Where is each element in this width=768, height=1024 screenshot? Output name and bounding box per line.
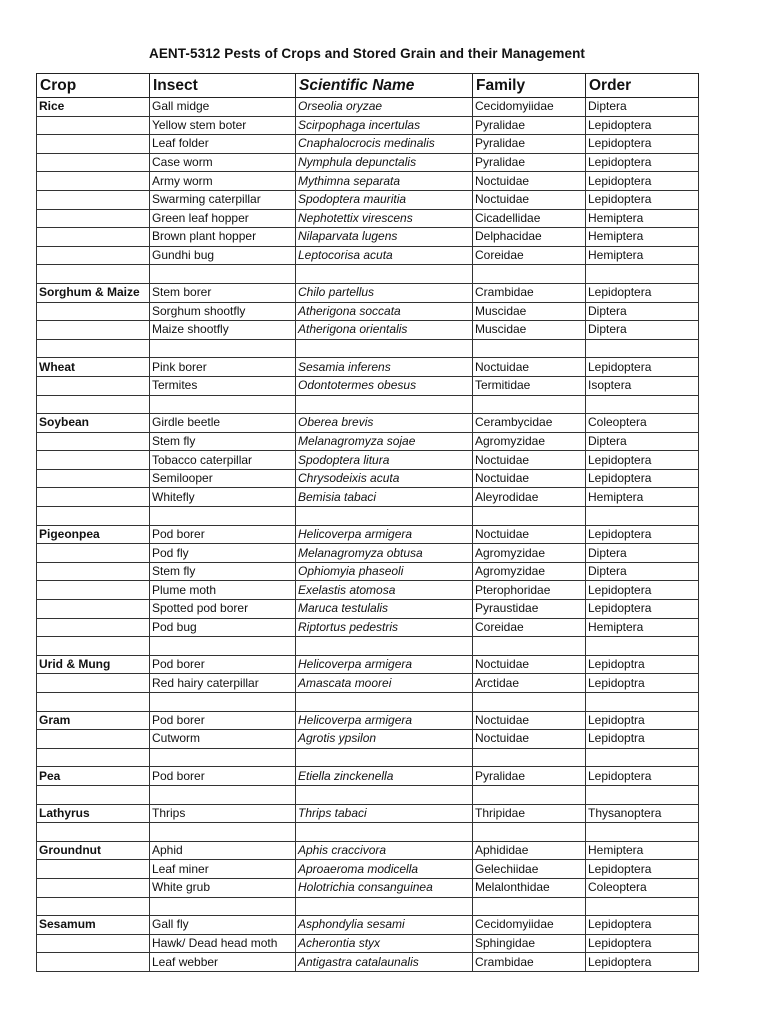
family-cell: Muscidae [473, 321, 586, 340]
document-title: AENT-5312 Pests of Crops and Stored Grain and their Management [148, 46, 586, 61]
scientific-name-cell [296, 395, 473, 414]
family-cell [473, 785, 586, 804]
family-cell: Pyralidae [473, 116, 586, 135]
order-cell [586, 748, 699, 767]
table-row [37, 841, 699, 860]
table-row [37, 637, 699, 656]
crop-cell [37, 618, 150, 637]
table-row [37, 953, 699, 972]
order-cell: Lepidoptera [586, 283, 699, 302]
crop-cell: Urid & Mung [37, 655, 150, 674]
scientific-name-cell: Atherigona orientalis [296, 321, 473, 340]
scientific-name-cell: Nilaparvata lugens [296, 228, 473, 247]
insect-cell [150, 637, 296, 656]
family-cell [473, 637, 586, 656]
insect-cell: Pod borer [150, 655, 296, 674]
order-cell: Lepidoptera [586, 767, 699, 786]
table-row [37, 358, 699, 377]
order-cell: Lepidoptera [586, 358, 699, 377]
family-cell: Pyraustidae [473, 600, 586, 619]
crop-cell: Groundnut [37, 841, 150, 860]
scientific-name-cell: Helicoverpa armigera [296, 655, 473, 674]
table-row [37, 190, 699, 209]
crop-cell [37, 581, 150, 600]
table-row [37, 339, 699, 358]
order-cell: Lepidoptera [586, 916, 699, 935]
family-cell: Aleyrodidae [473, 488, 586, 507]
family-cell [473, 395, 586, 414]
crop-cell [37, 265, 150, 284]
table-row [37, 246, 699, 265]
order-cell: Diptera [586, 98, 699, 117]
insect-cell: Case worm [150, 153, 296, 172]
table-header-row [37, 74, 699, 98]
family-cell: Cecidomyiidae [473, 98, 586, 117]
table-row [37, 823, 699, 842]
crop-cell: Wheat [37, 358, 150, 377]
table-row [37, 860, 699, 879]
order-cell: Diptera [586, 562, 699, 581]
order-cell: Diptera [586, 432, 699, 451]
crop-cell [37, 748, 150, 767]
insect-cell: Yellow stem boter [150, 116, 296, 135]
order-cell: Diptera [586, 544, 699, 563]
table-row [37, 748, 699, 767]
scientific-name-cell [296, 507, 473, 526]
table-row [37, 507, 699, 526]
crop-cell [37, 860, 150, 879]
order-cell: Lepidoptera [586, 860, 699, 879]
order-cell: Hemiptera [586, 228, 699, 247]
order-cell: Coleoptera [586, 414, 699, 433]
order-cell: Coleoptera [586, 878, 699, 897]
order-cell [586, 785, 699, 804]
order-cell: Lepidoptera [586, 953, 699, 972]
family-cell: Agromyzidae [473, 432, 586, 451]
scientific-name-cell: Helicoverpa armigera [296, 711, 473, 730]
order-cell [586, 693, 699, 712]
insect-cell [150, 748, 296, 767]
scientific-name-cell: Nymphula depunctalis [296, 153, 473, 172]
scientific-name-cell: Ophiomyia phaseoli [296, 562, 473, 581]
order-cell: Lepidoptera [586, 135, 699, 154]
crop-cell [37, 451, 150, 470]
insect-cell: Termites [150, 376, 296, 395]
table-row [37, 730, 699, 749]
scientific-name-cell: Melanagromyza sojae [296, 432, 473, 451]
order-cell: Hemiptera [586, 209, 699, 228]
table-row [37, 153, 699, 172]
table-row [37, 395, 699, 414]
insect-cell: Spotted pod borer [150, 600, 296, 619]
crop-cell [37, 209, 150, 228]
family-cell: Cecidomyiidae [473, 916, 586, 935]
crop-cell: Sorghum & Maize [37, 283, 150, 302]
insect-cell [150, 339, 296, 358]
insect-cell: Pod fly [150, 544, 296, 563]
insect-cell: Stem fly [150, 432, 296, 451]
crop-cell [37, 376, 150, 395]
crop-cell [37, 878, 150, 897]
scientific-name-cell: Thrips tabaci [296, 804, 473, 823]
scientific-name-cell: Nephotettix virescens [296, 209, 473, 228]
crop-cell [37, 116, 150, 135]
crop-cell [37, 507, 150, 526]
order-cell: Lepidoptra [586, 711, 699, 730]
insect-cell: Leaf folder [150, 135, 296, 154]
crop-cell [37, 172, 150, 191]
order-cell: Lepidoptera [586, 190, 699, 209]
insect-cell: Pink borer [150, 358, 296, 377]
family-cell: Crambidae [473, 953, 586, 972]
family-cell: Pterophoridae [473, 581, 586, 600]
crop-cell [37, 823, 150, 842]
crop-cell: Sesamum [37, 916, 150, 935]
order-cell: Isoptera [586, 376, 699, 395]
insect-cell: Pod borer [150, 767, 296, 786]
order-cell: Lepidoptra [586, 730, 699, 749]
scientific-name-cell: Spodoptera litura [296, 451, 473, 470]
crop-cell [37, 544, 150, 563]
family-cell: Noctuidae [473, 655, 586, 674]
insect-cell: Pod borer [150, 525, 296, 544]
insect-cell: Leaf miner [150, 860, 296, 879]
crop-cell [37, 730, 150, 749]
order-cell: Lepidoptera [586, 116, 699, 135]
family-cell: Arctidae [473, 674, 586, 693]
order-cell [586, 339, 699, 358]
crop-cell [37, 321, 150, 340]
table-row [37, 804, 699, 823]
family-cell: Melalonthidae [473, 878, 586, 897]
family-cell: Sphingidae [473, 934, 586, 953]
table-row [37, 655, 699, 674]
crop-cell [37, 153, 150, 172]
crop-cell [37, 600, 150, 619]
crop-cell: Pigeonpea [37, 525, 150, 544]
table-row [37, 265, 699, 284]
insect-cell: Gundhi bug [150, 246, 296, 265]
crop-cell [37, 785, 150, 804]
order-cell: Lepidoptera [586, 600, 699, 619]
scientific-name-cell: Melanagromyza obtusa [296, 544, 473, 563]
order-cell: Lepidoptra [586, 674, 699, 693]
order-cell: Lepidoptera [586, 172, 699, 191]
insect-cell: White grub [150, 878, 296, 897]
table-row [37, 600, 699, 619]
crop-cell [37, 934, 150, 953]
crop-cell [37, 246, 150, 265]
family-cell: Termitidae [473, 376, 586, 395]
order-cell [586, 823, 699, 842]
scientific-name-cell: Odontotermes obesus [296, 376, 473, 395]
family-cell: Gelechiidae [473, 860, 586, 879]
insect-cell [150, 785, 296, 804]
family-cell: Pyralidae [473, 767, 586, 786]
family-cell: Coreidae [473, 246, 586, 265]
table-row [37, 432, 699, 451]
insect-cell: Swarming caterpillar [150, 190, 296, 209]
table-row [37, 414, 699, 433]
table-row [37, 302, 699, 321]
table-row [37, 785, 699, 804]
scientific-name-cell: Spodoptera mauritia [296, 190, 473, 209]
header-crop: Crop [37, 74, 150, 98]
scientific-name-cell: Orseolia oryzae [296, 98, 473, 117]
order-cell: Lepidoptera [586, 525, 699, 544]
insect-cell: Pod borer [150, 711, 296, 730]
crop-cell [37, 488, 150, 507]
family-cell: Noctuidae [473, 525, 586, 544]
table-row [37, 916, 699, 935]
insect-cell: Sorghum shootfly [150, 302, 296, 321]
family-cell [473, 265, 586, 284]
scientific-name-cell: Riptortus pedestris [296, 618, 473, 637]
scientific-name-cell [296, 897, 473, 916]
family-cell: Pyralidae [473, 153, 586, 172]
insect-cell: Plume moth [150, 581, 296, 600]
family-cell: Muscidae [473, 302, 586, 321]
scientific-name-cell: Oberea brevis [296, 414, 473, 433]
table-row [37, 451, 699, 470]
table-row [37, 897, 699, 916]
crop-cell [37, 190, 150, 209]
insect-cell: Maize shootfly [150, 321, 296, 340]
table-row [37, 767, 699, 786]
insect-cell: Pod bug [150, 618, 296, 637]
table-row [37, 116, 699, 135]
table-row [37, 525, 699, 544]
insect-cell: Whitefly [150, 488, 296, 507]
crop-cell: Rice [37, 98, 150, 117]
scientific-name-cell: Chilo partellus [296, 283, 473, 302]
order-cell: Lepidoptera [586, 581, 699, 600]
insect-cell [150, 693, 296, 712]
table-row [37, 581, 699, 600]
insect-cell: Thrips [150, 804, 296, 823]
table-row [37, 209, 699, 228]
table-row [37, 878, 699, 897]
table-row [37, 283, 699, 302]
insect-cell [150, 897, 296, 916]
scientific-name-cell: Holotrichia consanguinea [296, 878, 473, 897]
family-cell: Noctuidae [473, 711, 586, 730]
header-order: Order [586, 74, 699, 98]
crop-cell [37, 469, 150, 488]
family-cell: Cerambycidae [473, 414, 586, 433]
insect-cell: Brown plant hopper [150, 228, 296, 247]
insect-cell: Red hairy caterpillar [150, 674, 296, 693]
order-cell: Lepidoptera [586, 153, 699, 172]
table-row [37, 618, 699, 637]
crop-cell [37, 339, 150, 358]
crop-cell: Gram [37, 711, 150, 730]
scientific-name-cell: Leptocorisa acuta [296, 246, 473, 265]
scientific-name-cell: Sesamia inferens [296, 358, 473, 377]
family-cell: Noctuidae [473, 451, 586, 470]
scientific-name-cell: Maruca testulalis [296, 600, 473, 619]
crop-cell [37, 302, 150, 321]
order-cell: Lepidoptra [586, 655, 699, 674]
family-cell: Cicadellidae [473, 209, 586, 228]
insect-cell: Hawk/ Dead head moth [150, 934, 296, 953]
insect-cell: Stem fly [150, 562, 296, 581]
family-cell [473, 748, 586, 767]
scientific-name-cell: Exelastis atomosa [296, 581, 473, 600]
family-cell: Noctuidae [473, 469, 586, 488]
table-row [37, 711, 699, 730]
table-row [37, 98, 699, 117]
order-cell: Thysanoptera [586, 804, 699, 823]
family-cell: Coreidae [473, 618, 586, 637]
header-scientific-name: Scientific Name [296, 74, 473, 98]
family-cell [473, 897, 586, 916]
scientific-name-cell: Scirpophaga incertulas [296, 116, 473, 135]
family-cell [473, 339, 586, 358]
table-row [37, 172, 699, 191]
crop-cell [37, 395, 150, 414]
scientific-name-cell [296, 693, 473, 712]
order-cell: Hemiptera [586, 488, 699, 507]
insect-cell [150, 265, 296, 284]
scientific-name-cell: Amascata moorei [296, 674, 473, 693]
family-cell: Agromyzidae [473, 544, 586, 563]
order-cell: Diptera [586, 302, 699, 321]
crop-cell [37, 693, 150, 712]
table-row [37, 693, 699, 712]
family-cell: Delphacidae [473, 228, 586, 247]
table-row [37, 376, 699, 395]
table-row [37, 934, 699, 953]
insect-cell: Army worm [150, 172, 296, 191]
order-cell: Lepidoptera [586, 934, 699, 953]
table-row [37, 562, 699, 581]
order-cell: Lepidoptera [586, 469, 699, 488]
crop-cell [37, 674, 150, 693]
crop-cell [37, 228, 150, 247]
insect-cell [150, 507, 296, 526]
crop-cell [37, 432, 150, 451]
family-cell [473, 693, 586, 712]
scientific-name-cell: Agrotis ypsilon [296, 730, 473, 749]
insect-cell: Semilooper [150, 469, 296, 488]
scientific-name-cell [296, 339, 473, 358]
scientific-name-cell: Aphis craccivora [296, 841, 473, 860]
family-cell: Crambidae [473, 283, 586, 302]
order-cell [586, 637, 699, 656]
scientific-name-cell [296, 637, 473, 656]
crop-cell [37, 953, 150, 972]
family-cell: Noctuidae [473, 172, 586, 191]
crop-cell [37, 562, 150, 581]
order-cell: Lepidoptera [586, 451, 699, 470]
scientific-name-cell: Cnaphalocrocis medinalis [296, 135, 473, 154]
scientific-name-cell: Antigastra catalaunalis [296, 953, 473, 972]
family-cell: Thripidae [473, 804, 586, 823]
insect-cell: Stem borer [150, 283, 296, 302]
scientific-name-cell: Chrysodeixis acuta [296, 469, 473, 488]
insect-cell: Girdle beetle [150, 414, 296, 433]
insect-cell: Cutworm [150, 730, 296, 749]
family-cell: Aphididae [473, 841, 586, 860]
scientific-name-cell [296, 785, 473, 804]
scientific-name-cell: Aproaeroma modicella [296, 860, 473, 879]
order-cell [586, 265, 699, 284]
table-body [37, 98, 699, 972]
insect-cell [150, 395, 296, 414]
scientific-name-cell [296, 265, 473, 284]
family-cell [473, 507, 586, 526]
scientific-name-cell [296, 748, 473, 767]
order-cell [586, 507, 699, 526]
table-row [37, 544, 699, 563]
scientific-name-cell: Mythimna separata [296, 172, 473, 191]
crop-cell [37, 897, 150, 916]
insect-cell: Aphid [150, 841, 296, 860]
scientific-name-cell: Acherontia styx [296, 934, 473, 953]
insect-cell: Leaf webber [150, 953, 296, 972]
order-cell [586, 897, 699, 916]
scientific-name-cell: Helicoverpa armigera [296, 525, 473, 544]
scientific-name-cell [296, 823, 473, 842]
table-row [37, 488, 699, 507]
family-cell: Noctuidae [473, 358, 586, 377]
header-insect: Insect [150, 74, 296, 98]
crop-cell [37, 135, 150, 154]
insect-cell: Green leaf hopper [150, 209, 296, 228]
table-row [37, 674, 699, 693]
order-cell [586, 395, 699, 414]
crop-cell: Soybean [37, 414, 150, 433]
scientific-name-cell: Etiella zinckenella [296, 767, 473, 786]
family-cell: Pyralidae [473, 135, 586, 154]
order-cell: Hemiptera [586, 618, 699, 637]
crop-cell [37, 637, 150, 656]
scientific-name-cell: Atherigona soccata [296, 302, 473, 321]
crop-cell: Pea [37, 767, 150, 786]
scientific-name-cell: Asphondylia sesami [296, 916, 473, 935]
scientific-name-cell: Bemisia tabaci [296, 488, 473, 507]
insect-cell: Gall fly [150, 916, 296, 935]
order-cell: Diptera [586, 321, 699, 340]
table-row [37, 228, 699, 247]
crop-cell: Lathyrus [37, 804, 150, 823]
insect-cell [150, 823, 296, 842]
order-cell: Hemiptera [586, 246, 699, 265]
insect-cell: Gall midge [150, 98, 296, 117]
table-row [37, 135, 699, 154]
pests-table [36, 73, 699, 972]
table-row [37, 321, 699, 340]
header-family: Family [473, 74, 586, 98]
order-cell: Hemiptera [586, 841, 699, 860]
family-cell: Noctuidae [473, 730, 586, 749]
insect-cell: Tobacco caterpillar [150, 451, 296, 470]
table-row [37, 469, 699, 488]
family-cell: Noctuidae [473, 190, 586, 209]
family-cell: Agromyzidae [473, 562, 586, 581]
family-cell [473, 823, 586, 842]
